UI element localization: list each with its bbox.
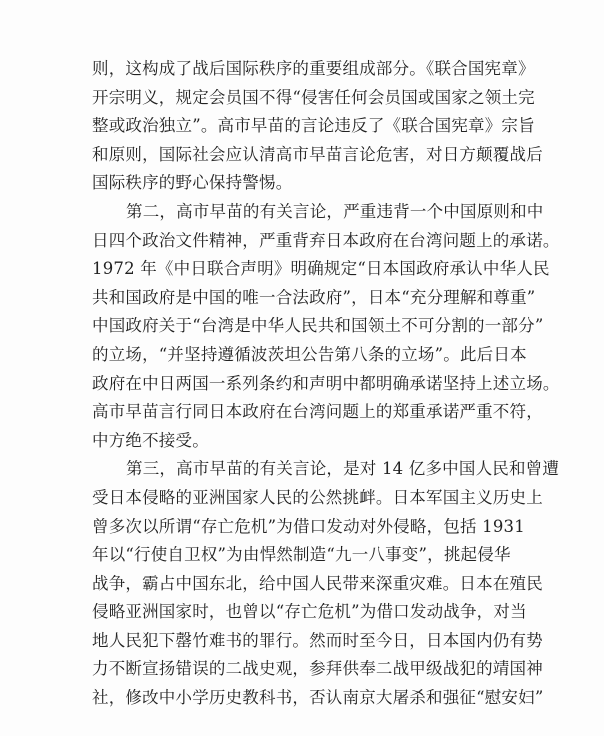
text-line: 高市早苗言行同日本政府在台湾问题上的郑重承诺严重不符， <box>92 402 543 422</box>
body-text <box>92 55 592 713</box>
text-line: 共和国政府是中国的唯一合法政府”，日本“充分理解和尊重” <box>92 287 536 307</box>
text-line: 日四个政治文件精神，严重背弃日本政府在台湾问题上的承诺。 <box>92 230 560 250</box>
text-line: 的立场，“并坚持遵循波茨坦公告第八条的立场”。此后日本 <box>92 344 527 364</box>
text-line: 和原则，国际社会应认清高市早苗言论危害，对日方颠覆战后 <box>92 144 543 164</box>
text-line: 1972 年《中日联合声明》明确规定“日本国政府承认中华人民 <box>92 259 550 279</box>
text-line: 社，修改中小学历史教科书，否认南京大屠杀和强征“慰安妇” <box>92 688 544 708</box>
text-line: 则，这构成了战后国际秩序的重要组成部分。《联合国宪章》 <box>92 59 535 78</box>
text-line: 地人民犯下罄竹难书的罪行。然而时至今日，日本国内仍有势 <box>92 630 543 650</box>
text-line: 年以“行使自卫权”为由悍然制造“九一八事变”，挑起侵华 <box>92 545 511 565</box>
text-line: 整或政治独立”。高市早苗的言论违反了《联合国宪章》宗旨 <box>92 116 535 136</box>
text-line: 国际秩序的野心保持警惕。 <box>92 173 293 193</box>
paragraph-first-line: 第三，高市早苗的有关言论，是对 14 亿多中国人民和曾遭 <box>126 459 560 479</box>
text-line: 中国政府关于“台湾是中华人民共和国领土不可分割的一部分” <box>92 316 544 336</box>
text-line: 政府在中日两国一系列条约和声明中都明确承诺坚持上述立场。 <box>92 373 560 393</box>
text-line: 中方绝不接受。 <box>92 430 209 450</box>
text-line: 战争，霸占中国东北，给中国人民带来深重灾难。日本在殖民 <box>92 573 543 593</box>
paragraph-first-line: 第二，高市早苗的有关言论，严重违背一个中国原则和中 <box>126 201 544 221</box>
text-line: 力不断宣扬错误的二战史观，参拜供奉二战甲级战犯的靖国神 <box>92 659 543 679</box>
text-line: 开宗明义，规定会员国不得“侵害任何会员国或国家之领土完 <box>92 87 535 107</box>
text-line: 侵略亚洲国家时，也曾以“存亡危机”为借口发动战争，对当 <box>92 602 527 622</box>
text-line: 曾多次以所谓“存亡危机”为借口发动对外侵略，包括 1931 <box>92 516 525 536</box>
text-line: 受日本侵略的亚洲国家人民的公然挑衅。日本军国主义历史上 <box>92 487 543 507</box>
